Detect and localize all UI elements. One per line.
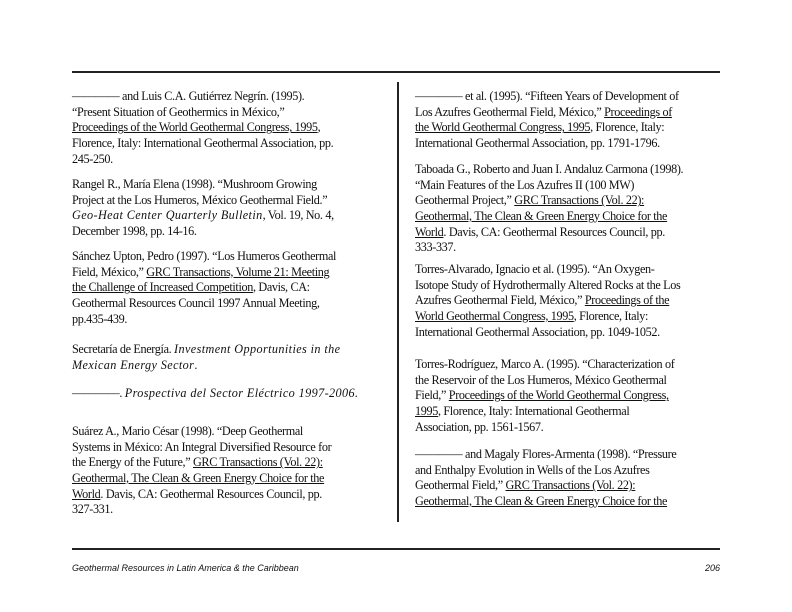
reference-line [72,280,402,296]
reference-text: 245-250. [72,151,113,166]
reference-line [415,309,745,325]
reference-text: Geothermal Project,” [415,193,515,208]
reference-text: . Davis, CA: Geothermal Resources Council, pp. [100,486,322,501]
reference-text: Suárez A., Mario César (1998). “Deep Geothermal [72,424,303,438]
italic-title: Investment Opportunities in the [174,342,341,356]
reference-line [72,502,402,518]
footer-rule [72,548,720,550]
reference-text: , Florence, Italy: [590,120,665,135]
reference-line [415,373,745,389]
underlined-title: Proceedings of [604,104,672,119]
underlined-title: Geothermal, The Clean & Green Energy Choice for the [415,209,668,224]
reference-line [415,105,745,121]
reference-text: Field,” [415,388,449,403]
reference-line [415,463,745,479]
underlined-title: GRC Transactions, Volume 21: Meeting [146,264,330,279]
reference-line [72,265,402,281]
reference-line [415,240,745,256]
reference-text: 333-337. [415,240,456,255]
reference-text: , Vol. 19, No. 4, [262,208,334,223]
reference-text: Los Azufres Geothermal Field, México,” [415,104,605,119]
reference-text: the Energy of the Future,” [72,455,193,470]
underlined-title: GRC Transactions (Vol. 22): [505,478,636,493]
reference-line [72,342,402,358]
underlined-title: GRC Transactions (Vol. 22): [514,193,645,208]
reference-line [415,357,745,373]
reference-text: December 1998, pp. 14-16. [72,224,197,239]
reference-line [415,225,745,241]
reference-text: ———— and Magaly Flores-Armenta (1998). “Pressure [415,447,677,461]
reference-text: Secretaría de Energía. [72,342,175,356]
reference-line [415,89,745,105]
reference-text: Systems in México: An Integral Diversified Resource for [72,439,332,454]
reference-line [72,455,402,471]
underlined-title: Proceedings of the [584,293,670,308]
reference-line [72,249,402,265]
reference-line [415,293,745,309]
reference-line [415,162,745,178]
reference-line [415,420,745,436]
italic-title: Prospectiva del Sector Eléctrico 1997-2006. [124,386,359,400]
reference-text: Florence, Italy: International Geothermal Association, pp. [72,136,334,151]
reference-text: , Florence, Italy: International Geothermal [437,404,630,419]
reference-line [72,208,402,224]
underlined-title: Geothermal, The Clean & Green Energy Choice for the [72,471,325,486]
reference-line [72,358,402,374]
reference-text: Sánchez Upton, Pedro (1997). “Los Humeros Geothermal [72,249,337,263]
reference-text: . [194,357,198,372]
reference-line [72,424,402,440]
reference-entry [415,357,745,435]
reference-entry [72,424,402,518]
reference-entry [415,262,745,340]
reference-entry [72,249,402,327]
reference-line [415,136,745,152]
reference-entry [72,89,402,167]
reference-line [72,177,402,193]
reference-text: Torres-Alvarado, Ignacio et al. (1995). “An Oxygen- [415,262,655,276]
reference-entry [415,447,745,510]
reference-entry [415,89,745,152]
reference-text: , [317,120,321,135]
reference-line [72,296,402,312]
underlined-title: the World Geothermal Congress, 1995 [415,120,591,135]
reference-text: Torres-Rodríguez, Marco A. (1995). “Characterization of [415,357,675,371]
reference-text: and Enthalpy Evolution in Wells of the Los Azufres [415,462,650,477]
reference-line [72,487,402,503]
reference-line [415,388,745,404]
reference-line [72,89,402,105]
italic-title: Mexican Energy Sector [72,357,195,372]
italic-title: Geo-Heat Center Quarterly Bulletin [72,208,263,223]
reference-line [72,105,402,121]
reference-line [72,386,402,402]
reference-line [415,447,745,463]
footer-title: Geothermal Resources in Latin America & the Caribbean [72,563,299,573]
reference-text: “Present Situation of Geothermics in México,” [72,104,285,119]
reference-line [415,193,745,209]
reference-line [72,152,402,168]
reference-text: Association, pp. 1561-1567. [415,419,544,434]
underlined-title: World Geothermal Congress, 1995 [415,309,574,324]
underlined-title: World [72,486,101,501]
reference-line [72,312,402,328]
reference-text: pp.435-439. [72,311,128,326]
reference-text: ————. [72,386,125,400]
reference-entry [72,386,402,402]
reference-line [72,440,402,456]
reference-entry [415,162,745,256]
reference-text: Azufres Geothermal Field, México,” [415,293,585,308]
reference-line [72,224,402,240]
reference-text: , Florence, Italy: [573,309,649,324]
reference-line [72,471,402,487]
reference-line [72,120,402,136]
reference-text: , Davis, CA: [252,280,310,295]
reference-text: 327-331. [72,502,113,517]
reference-entry [72,342,402,373]
reference-line [415,494,745,510]
reference-text: Field, México,” [72,264,147,279]
reference-line [415,404,745,420]
reference-line [72,193,402,209]
underlined-title: 1995 [415,404,438,419]
reference-line [415,262,745,278]
reference-text: International Geothermal Association, pp. 1049-1052. [415,324,660,339]
underlined-title: the Challenge of Increased Competition [72,280,253,295]
reference-text: ———— and Luis C.A. Gutiérrez Negrín. (1995). [72,89,305,103]
reference-text: International Geothermal Association, pp. 1791-1796. [415,136,660,151]
underlined-title: World [415,224,444,239]
reference-text: Rangel R., María Elena (1998). “Mushroom Growing [72,177,317,191]
reference-text: Geothermal Resources Council 1997 Annual Meeting, [72,296,320,311]
reference-line [415,178,745,194]
underlined-title: Proceedings of the World Geothermal Congress, [448,388,669,403]
reference-text: Geothermal Field,” [415,478,506,493]
underlined-title: Geothermal, The Clean & Green Energy Choice for the [415,494,668,509]
reference-text: ———— et al. (1995). “Fifteen Years of Development of [415,89,679,103]
reference-text: Taboada G., Roberto and Juan I. Andaluz Carmona (1998). [415,162,684,176]
underlined-title: GRC Transactions (Vol. 22): [192,455,323,470]
reference-text: “Main Features of the Los Azufres II (100 MW) [415,177,635,192]
page-number: 206 [704,563,720,573]
reference-line [415,478,745,494]
reference-text: the Reservoir of the Los Humeros, México Geothermal [415,372,667,387]
reference-line [72,136,402,152]
reference-entry [72,177,402,240]
reference-line [415,278,745,294]
reference-line [415,120,745,136]
reference-text: . Davis, CA: Geothermal Resources Council, pp. [443,224,665,239]
underlined-title: Proceedings of the World Geothermal Congress, 1995 [72,120,318,135]
reference-text: Project at the Los Humeros, México Geothermal Field.” [72,192,328,207]
reference-line [415,209,745,225]
reference-line [415,325,745,341]
header-rule [72,71,720,73]
reference-text: Isotope Study of Hydrothermally Altered Rocks at the Los [415,277,681,292]
